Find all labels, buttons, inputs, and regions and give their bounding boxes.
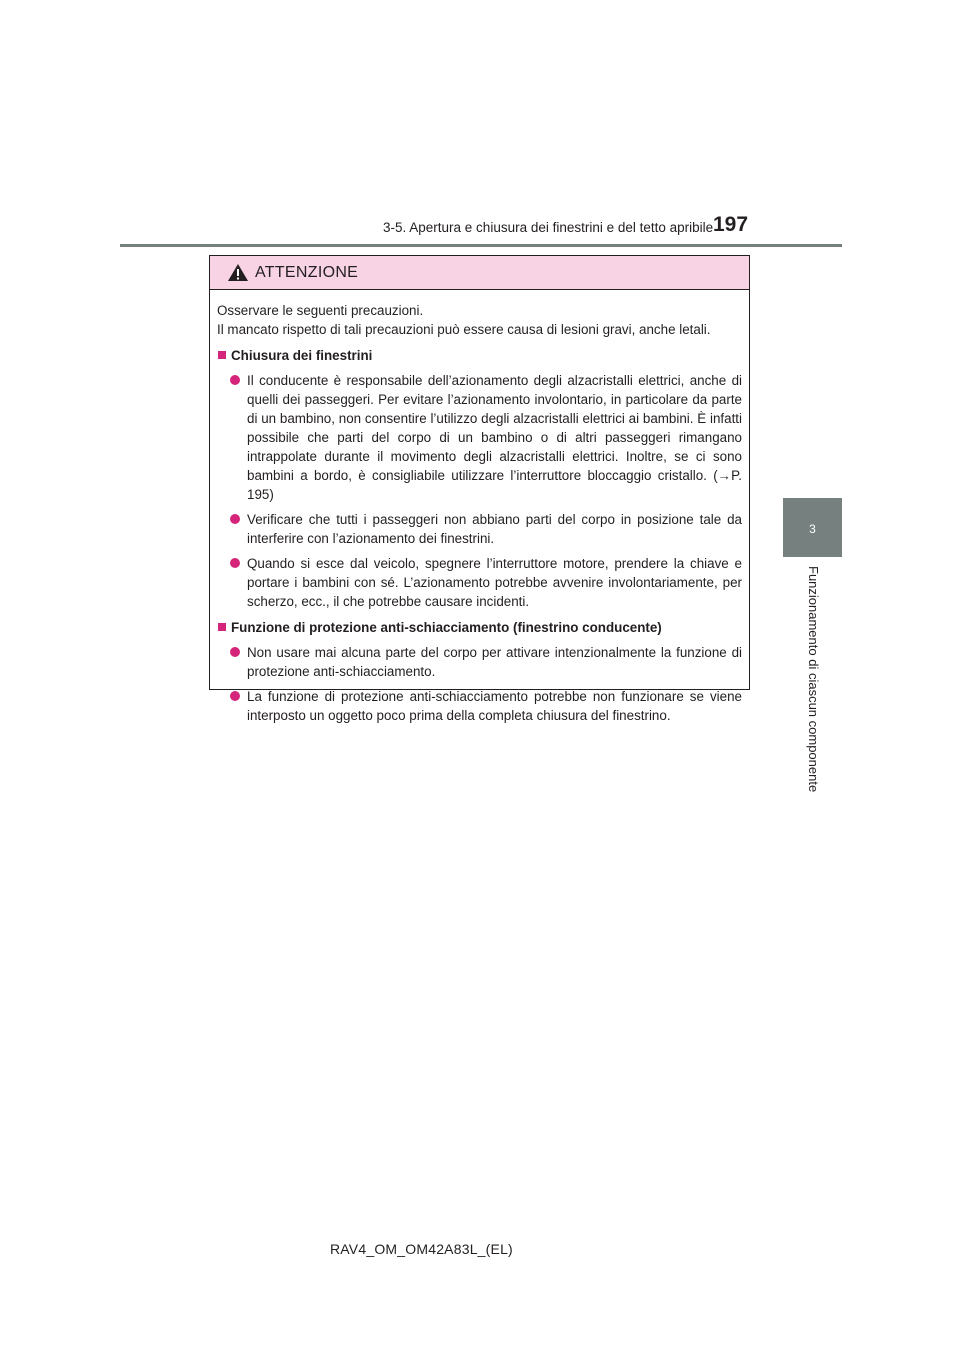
section-heading-anti-pinch [217, 618, 742, 637]
header-divider [120, 244, 842, 247]
round-bullet-icon [230, 558, 240, 568]
warning-body [210, 290, 749, 725]
warning-box [209, 255, 750, 723]
section-heading-text: Chiusura dei finestrini [231, 348, 373, 363]
warning-intro [217, 301, 742, 339]
warning-header [210, 256, 749, 290]
list-item-text: Non usare mai alcuna parte del corpo per attivare intenzionalmente la funzione di protezione anti-schiacciamento. [247, 645, 742, 679]
section-heading-text: Funzione di protezione anti-schiacciamento (finestrino conducente) [231, 620, 662, 635]
page-number: 197 [713, 213, 749, 236]
list-item-text: Il conducente è responsabile dell’azionamento degli alzacristalli elettrici, anche di quelli dei passeggeri. Per evitare l’azionamento involontario, in particolare da parte di un bambino, non consentire l’utilizzo degli alzacristalli elettrici ai bambini. È infatti possibile che parti del corpo di un bambino o di altri passeggeri rimangano intrappolate durante il movimento degli alzacristalli elettrici. Inoltre, se ci sono bambini a bordo, è consigliabile utilizzare l’interruttore bloccaggio cristallo. (→P. 195) [247, 373, 742, 502]
round-bullet-icon [230, 375, 240, 385]
warning-triangle-icon [227, 263, 249, 282]
list-item-text: La funzione di protezione anti-schiacciamento potrebbe non funzionare se viene interposto un oggetto poco prima della completa chiusura del finestrino. [247, 689, 742, 723]
section-heading-window-closing [217, 346, 742, 365]
list-item [217, 687, 742, 725]
warning-label: ATTENZIONE [255, 263, 359, 281]
round-bullet-icon [230, 647, 240, 657]
square-bullet-icon [218, 623, 226, 631]
chapter-number: 3 [809, 522, 816, 536]
section-title: 3-5. Apertura e chiusura dei finestrini e del tetto apribile [383, 220, 714, 235]
round-bullet-icon [230, 691, 240, 701]
round-bullet-icon [230, 514, 240, 524]
intro-line: Il mancato rispetto di tali precauzioni può essere causa di lesioni gravi, anche letali. [217, 322, 711, 337]
list-item-text: Quando si esce dal veicolo, spegnere l’interruttore motore, prendere la chiave e portare i bambini con sé. L’azionamento potrebbe avvenire involontariamente, per scherzo, ecc., il che potrebbe causare incidenti. [247, 556, 742, 609]
list-item [217, 643, 742, 681]
square-bullet-icon [218, 351, 226, 359]
chapter-tab [783, 498, 842, 557]
list-item [217, 554, 742, 611]
list-item-text: Verificare che tutti i passeggeri non abbiano parti del corpo in posizione tale da interferire con l’azionamento dei finestrini. [247, 512, 742, 546]
manual-code: RAV4_OM_OM42A83L_(EL) [330, 1241, 513, 1257]
chapter-title: Funzionamento di ciascun componente [806, 566, 821, 793]
list-item [217, 510, 742, 548]
intro-line: Osservare le seguenti precauzioni. [217, 303, 424, 318]
list-item [217, 371, 742, 504]
